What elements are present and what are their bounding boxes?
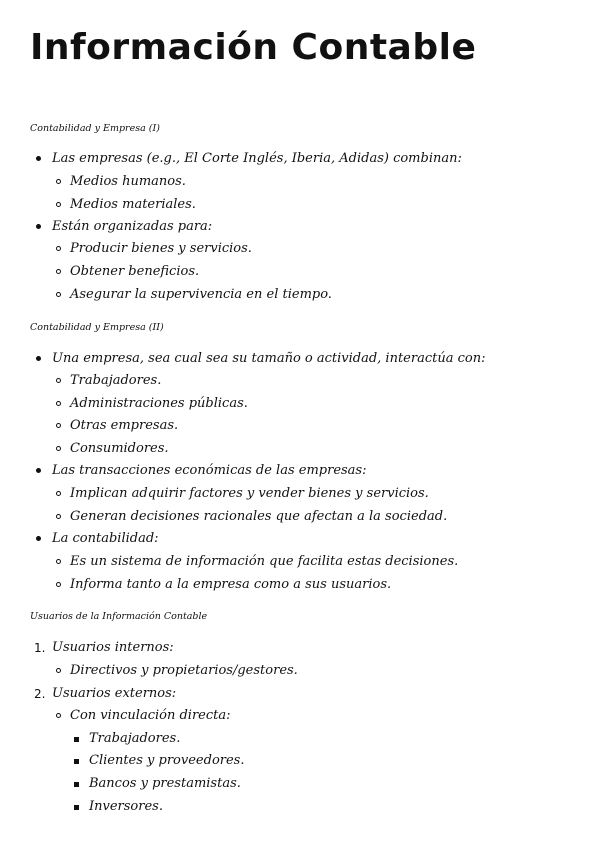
list-item: Medios humanos. xyxy=(70,173,186,191)
bullet-circle xyxy=(56,668,61,673)
list-item: Están organizadas para: xyxy=(52,218,212,236)
list-item: La contabilidad: xyxy=(52,530,159,548)
list-item: Las empresas (e.g., El Corte Inglés, Iberia, Adidas) combinan: xyxy=(52,150,462,168)
bullet-circle xyxy=(56,514,61,519)
list-item: Una empresa, sea cual sea su tamaño o actividad, interactúa con: xyxy=(52,350,485,368)
bullet-square xyxy=(74,782,79,787)
list-item: Producir bienes y servicios. xyxy=(70,240,252,258)
list-item: Es un sistema de información que facilita estas decisiones. xyxy=(70,553,458,571)
list-item: Las transacciones económicas de las empresas: xyxy=(52,462,367,480)
bullet-circle xyxy=(56,713,61,718)
bullet-square xyxy=(74,737,79,742)
bullet-dot xyxy=(36,156,41,161)
bullet-circle xyxy=(56,582,61,587)
list-item: Trabajadores. xyxy=(70,372,161,390)
list-item: Otras empresas. xyxy=(70,417,178,435)
page-title: Información Contable xyxy=(30,27,477,68)
section-heading: Contabilidad y Empresa (II) xyxy=(30,322,164,333)
list-item: Medios materiales. xyxy=(70,196,196,214)
list-item: Clientes y proveedores. xyxy=(89,752,244,770)
bullet-circle xyxy=(56,559,61,564)
bullet-circle xyxy=(56,246,61,251)
list-item: Con vinculación directa: xyxy=(70,707,231,725)
list-item: Implican adquirir factores y vender bienes y servicios. xyxy=(70,485,429,503)
section-heading: Contabilidad y Empresa (I) xyxy=(30,123,160,134)
bullet-circle xyxy=(56,269,61,274)
section-heading: Usuarios de la Información Contable xyxy=(30,611,208,622)
bullet-circle xyxy=(56,202,61,207)
list-number: 1. xyxy=(34,641,46,655)
bullet-circle xyxy=(56,179,61,184)
list-item: Bancos y prestamistas. xyxy=(89,775,241,793)
bullet-dot xyxy=(36,536,41,541)
bullet-square xyxy=(74,805,79,810)
list-item: Obtener beneficios. xyxy=(70,263,199,281)
bullet-circle xyxy=(56,491,61,496)
list-item: Consumidores. xyxy=(70,440,169,458)
bullet-square xyxy=(74,759,79,764)
list-item: Directivos y propietarios/gestores. xyxy=(70,662,298,680)
list-item: 1. Usuarios internos: xyxy=(34,640,174,655)
list-item: Administraciones públicas. xyxy=(70,395,248,413)
list-item: Asegurar la supervivencia en el tiempo. xyxy=(70,286,332,304)
bullet-dot xyxy=(36,224,41,229)
bullet-circle xyxy=(56,423,61,428)
list-item: Generan decisiones racionales que afectan a la sociedad. xyxy=(70,508,447,526)
bullet-circle xyxy=(56,401,61,406)
list-item: Inversores. xyxy=(89,798,163,816)
list-number: 2. xyxy=(34,687,46,701)
list-item: Informa tanto a la empresa como a sus usuarios. xyxy=(70,576,391,594)
bullet-dot xyxy=(36,468,41,473)
list-item: 2. Usuarios externos: xyxy=(34,686,177,701)
list-item: Trabajadores. xyxy=(89,730,180,748)
bullet-dot xyxy=(36,356,41,361)
bullet-circle xyxy=(56,446,61,451)
bullet-circle xyxy=(56,378,61,383)
bullet-circle xyxy=(56,292,61,297)
